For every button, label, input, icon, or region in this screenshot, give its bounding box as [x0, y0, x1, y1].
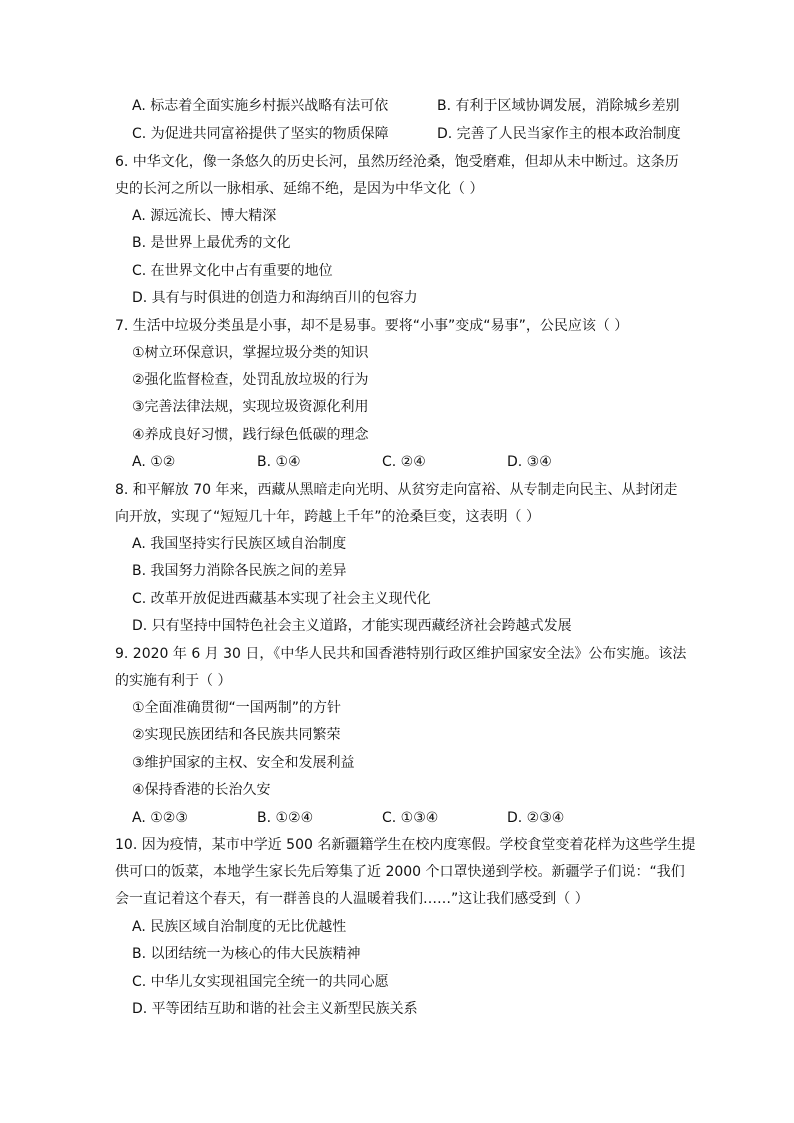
q9-stem-line2: 的实施有利于（ ）	[115, 673, 232, 689]
q6-option-b: B. 是世界上最优秀的文化	[132, 235, 291, 251]
q8-stem-line1: 8. 和平解放 70 年来，西藏从黑暗走向光明、从贫穷走向富裕、从专制走向民主、从封闭走	[115, 482, 678, 498]
q9-item-1: ①全面准确贯彻“一国两制”的方针	[132, 700, 342, 716]
q9-item-3: ③维护国家的主权、安全和发展利益	[132, 755, 355, 771]
q7-option-a: A. ①②	[132, 454, 176, 470]
q7-option-b: B. ①④	[257, 454, 301, 470]
q6-stem-line1: 6. 中华文化，像一条悠久的历史长河，虽然历经沧桑，饱受磨难，但却从未中断过。这条历	[115, 154, 679, 170]
q5-option-b: B. 有利于区域协调发展，消除城乡差别	[437, 98, 680, 114]
q5-option-c: C. 为促进共同富裕提供了坚实的物质保障	[132, 126, 389, 142]
q8-option-b: B. 我国努力消除各民族之间的差异	[132, 563, 347, 579]
q9-option-d: D. ②③④	[507, 810, 565, 826]
q9-options	[132, 808, 632, 828]
q7-item-3: ③完善法律法规，实现垃圾资源化利用	[132, 399, 369, 415]
q7-options	[132, 452, 632, 472]
q5-option-d: D. 完善了人民当家作主的根本政治制度	[437, 126, 681, 142]
q10-option-c: C. 中华儿女实现祖国完全统一的共同心愿	[132, 974, 389, 990]
q10-option-d: D. 平等团结互助和谐的社会主义新型民族关系	[132, 1001, 418, 1017]
q9-option-b: B. ①②④	[257, 810, 314, 826]
q6-option-d: D. 具有与时俱进的创造力和海纳百川的包容力	[132, 290, 418, 306]
q10-option-a: A. 民族区域自治制度的无比优越性	[132, 919, 347, 935]
q10-stem-line1: 10. 因为疫情，某市中学近 500 名新疆籍学生在校内度寒假。学校食堂变着花样为这些学生提	[115, 837, 696, 853]
q8-stem-line2: 向开放，实现了“短短几十年，跨越上千年”的沧桑巨变，这表明（ ）	[115, 509, 540, 525]
q7-stem-line1: 7. 生活中垃圾分类虽是小事，却不是易事。要将“小事”变成“易事”，公民应该（ ）	[115, 318, 629, 334]
q7-option-d: D. ③④	[507, 454, 552, 470]
q6-option-c: C. 在世界文化中占有重要的地位	[132, 263, 333, 279]
q9-item-2: ②实现民族团结和各民族共同繁荣	[132, 727, 341, 743]
q9-option-c: C. ①③④	[382, 810, 439, 826]
q7-item-1: ①树立环保意识，掌握垃圾分类的知识	[132, 345, 369, 361]
q8-option-c: C. 改革开放促进西藏基本实现了社会主义现代化	[132, 591, 431, 607]
q5-option-a: A. 标志着全面实施乡村振兴战略有法可依	[132, 98, 389, 114]
q9-stem-line1: 9. 2020 年 6 月 30 日，《中华人民共和国香港特别行政区维护国家安全法》公布实施。该法	[115, 646, 687, 662]
q9-item-4: ④保持香港的长治久安	[132, 782, 271, 798]
q6-option-a: A. 源远流长、博大精深	[132, 208, 277, 224]
q8-option-a: A. 我国坚持实行民族区域自治制度	[132, 536, 347, 552]
q7-option-c: C. ②④	[382, 454, 426, 470]
q6-stem-line2: 史的长河之所以一脉相承、延绵不绝，是因为中华文化（ ）	[115, 181, 484, 197]
q8-option-d: D. 只有坚持中国特色社会主义道路，才能实现西藏经济社会跨越式发展	[132, 618, 572, 634]
q7-item-2: ②强化监督检查，处罚乱放垃圾的行为	[132, 372, 369, 388]
q10-option-b: B. 以团结统一为核心的伟大民族精神	[132, 946, 361, 962]
q10-stem-line3: 会一直记着这个春天，有一群善良的人温暖着我们……”这让我们感受到（ ）	[115, 891, 589, 907]
q10-stem-line2: 供可口的饭菜，本地学生家长先后筹集了近 2000 个口罩快递到学校。新疆学子们说：“我们	[115, 864, 685, 880]
q9-option-a: A. ①②③	[132, 810, 188, 826]
q7-item-4: ④养成良好习惯，践行绿色低碳的理念	[132, 427, 369, 443]
